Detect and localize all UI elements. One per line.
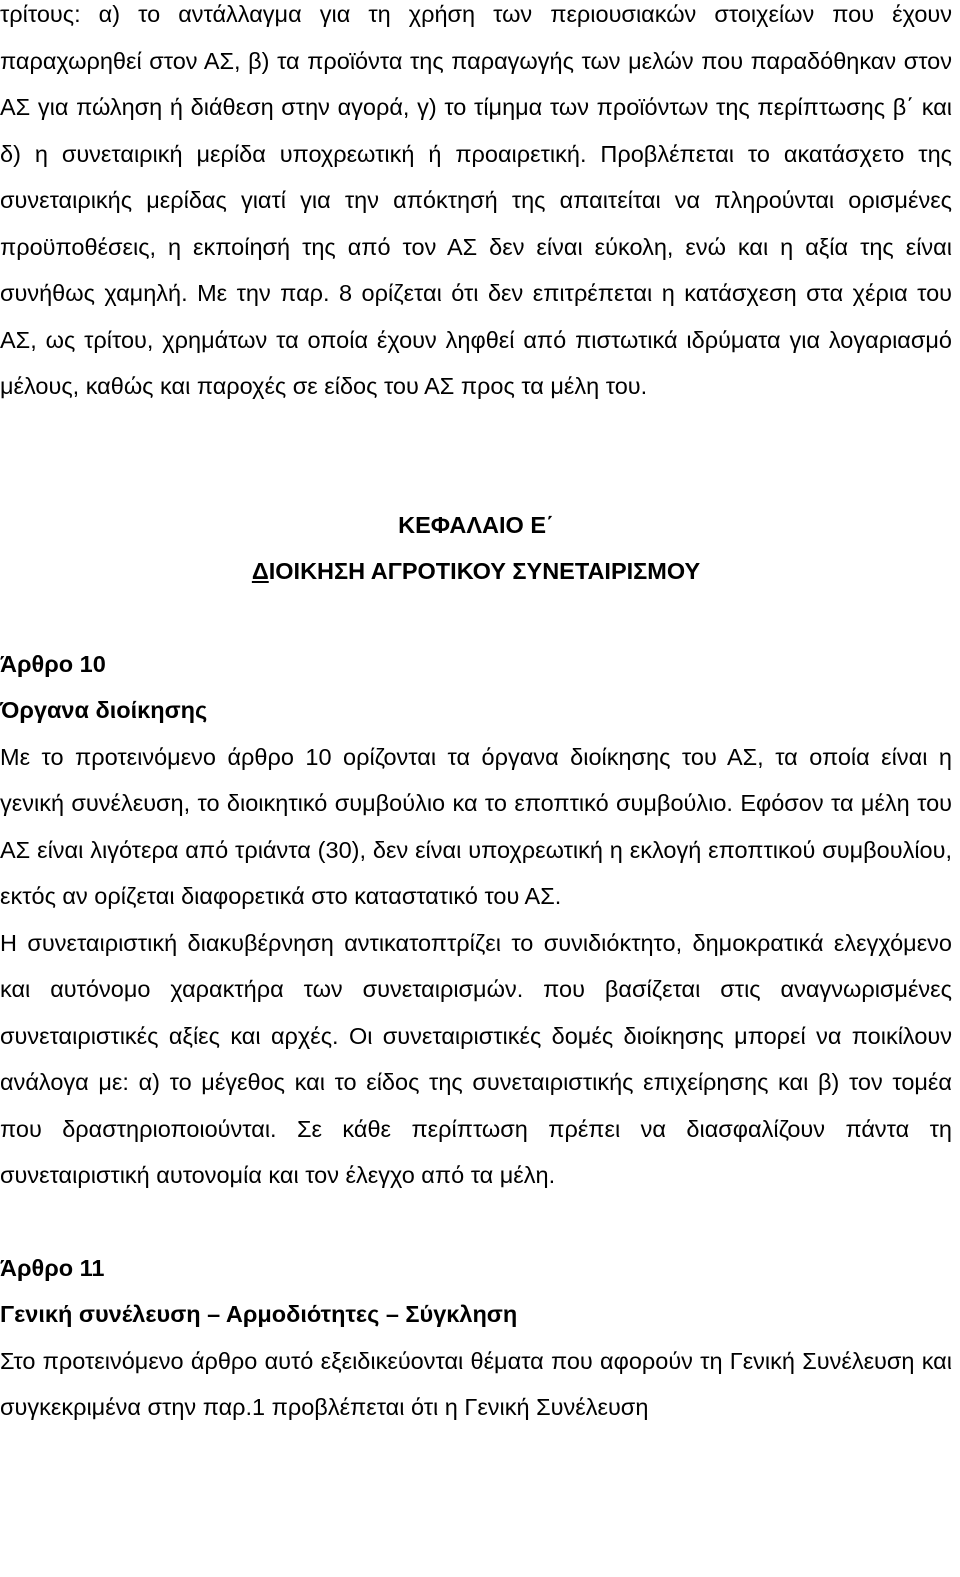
article-10-title: Όργανα διοίκησης [0, 697, 208, 723]
chapter-title-rest: ΙΟΙΚΗΣΗ ΑΓΡΟΤΙΚΟΥ ΣΥΝΕΤΑΙΡΙΣΜΟΥ [268, 558, 701, 584]
chapter-label: ΚΕΦΑΛΑΙΟ Ε΄ [398, 511, 554, 538]
article-11-number: Άρθρο 11 [0, 1254, 105, 1281]
article-10-paragraph-1: Με το προτεινόμενο άρθρο 10 ορίζονται τα όργανα διοίκησης του ΑΣ, τα οποία είναι η γενική συνέλευση, το διοικητικό συμβούλιο κα το εποπτικό συμβούλιο. Εφόσον τα μέλη του ΑΣ είναι λιγότερα από τριάντα (30), δεν είναι υποχρεωτική η εκλογή εποπτικού συμβουλίου, εκτός αν ορίζεται διαφορετικά στο καταστατικό του ΑΣ. [0, 743, 952, 909]
article-10-paragraph-2: Η συνεταιριστική διακυβέρνηση αντικατοπτρίζει το συνιδιόκτητο, δημοκρατικά ελεγχόμενο και αυτόνομο χαρακτήρα των συνεταιρισμών. που βασίζεται στις αναγνωρισμένες συνεταιριστικές αξίες και αρχές. Οι συνεταιριστικές δομές διοίκησης μπορεί να ποικίλουν ανάλογα με: α) το μέγεθος και το είδος της συνεταιριστικής επιχείρησης και β) τον τομέα που δραστηριοποιούνται. Σε κάθε περίπτωση πρέπει να διασφαλίζουν πάντα τη συνεταιριστική αυτονομία και τον έλεγχο από τα μέλη. [0, 929, 952, 1188]
intro-paragraph: τρίτους: α) το αντάλλαγμα για τη χρήση των περιουσιακών στοιχείων που έχουν παραχωρηθεί στον ΑΣ, β) τα προϊόντα της παραγωγής των μελών που παραδόθηκαν στον ΑΣ για πώληση ή διάθεση στην αγορά, γ) το τίμημα των προϊόντων της περίπτωσης β΄ και δ) η συνεταιρική μερίδα υποχρεωτική ή προαιρετική. Προβλέπεται το ακατάσχετο της συνεταιρικής μερίδας γιατί για την απόκτησή της απαιτείται να πληρούνται ορισμένες προϋποθέσεις, η εκποίησή της από τον ΑΣ δεν είναι εύκολη, ενώ και η αξία της είναι συνήθως χαμηλή. Με την παρ. 8 ορίζεται ότι δεν επιτρέπεται η κατάσχεση στα χέρια του ΑΣ, ως τρίτου, χρημάτων τα οποία έχουν ληφθεί από πιστωτικά ιδρύματα για λογαριασμό μέλους, καθώς και παροχές σε είδος του ΑΣ προς τα μέλη του. [0, 1, 952, 399]
chapter-heading [0, 502, 952, 595]
chapter-title-initial: Δ [251, 558, 269, 584]
article-10-number: Άρθρο 10 [0, 650, 106, 677]
chapter-title [0, 548, 952, 595]
article-11-title: Γενική συνέλευση – Αρμοδιότητες – Σύγκληση [0, 1301, 518, 1327]
article-11-paragraph-1: Στο προτεινόμενο άρθρο αυτό εξειδικεύονται θέματα που αφορούν τη Γενική Συνέλευση και συγκεκριμένα στην παρ.1 προβλέπεται ότι η Γενική Συνέλευση [0, 1347, 952, 1420]
